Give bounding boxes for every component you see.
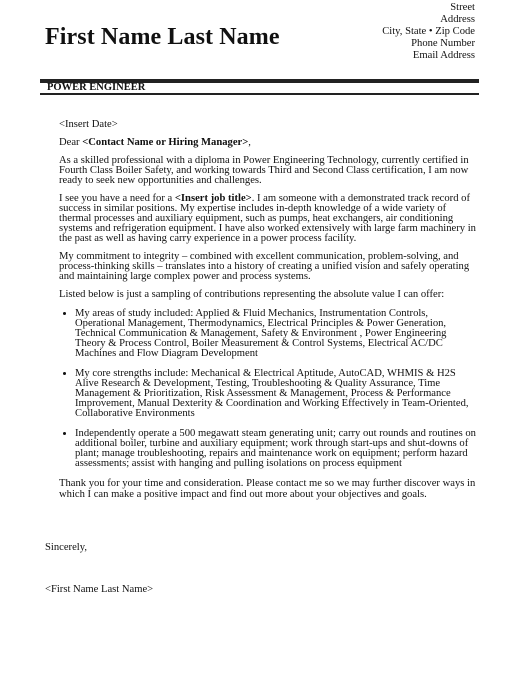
letter-body [59,120,479,507]
address-city-state-zip: City, State • Zip Code [382,26,475,37]
contributions-list [59,308,479,469]
contact-block [382,2,475,62]
address-phone: Phone Number [411,38,475,49]
job-title-placeholder: <Insert job title> [174,192,252,204]
salutation-prefix: Dear [59,136,83,148]
signature: <First Name Last Name> [45,584,154,595]
applicant-name: First Name Last Name [45,24,280,50]
address-street: Street [450,2,475,13]
salutation-suffix: , [248,136,251,148]
paragraph-intro: As a skilled professional with a diploma in Power Engineering Technology, currently certified in Fourth Class Boiler Safety, and working towards Third and Second Class certification, I am now ready to seek new opportunities and challenges. [59,154,469,186]
paragraph-job-rest: . I am someone with a demonstrated track record of success in similar positions. My expertise includes in-depth knowledge of a wide variety of thermal processes and auxiliary equipment, such as pumps, heat exchangers, air conditioning systems and refrigeration equipment. I have also worked extensively with large farm machinery in the past as well as having carry experience in a power process facility. [59,192,476,245]
header-rule-thin [40,93,479,95]
salutation [59,138,479,148]
paragraph-contributions-intro: Listed below is just a sampling of contributions representing the absolute value I can offer: [59,289,445,301]
list-item: • My core strengths include: Mechanical & Electrical Aptitude, AutoCAD, WHMIS & H2S Alive Research & Development, Testing, Troubleshooting & Quality Assurance, Time Management & Prioritization, Risk Assessment & Management, Process & Performance Improvement, Manual Dexterity & Coordination and Working Effectively in Team-Oriented, Collaborative Environments [75,368,479,419]
address-line: Address [440,14,475,25]
list-item: • Independently operate a 500 megawatt steam generating unit; carry out rounds and routines on additional boiler, turbine and auxiliary equipment; work through start-ups and shut-downs of plant; manage troubleshooting, repairs and maintenance work on equipment; perform hazard assessments; assist with hanging and pulling isolations on process equipment [75,428,479,469]
closing: Sincerely, [45,542,87,553]
letter-date: <Insert Date> [59,119,118,130]
list-item: • My areas of study included: Applied & Fluid Mechanics, Instrumentation Controls, Operational Management, Thermodynamics, Electrical Principles & Power Generation, Technical Communication & Management, Safety & Environment , Power Engineering Theory & Process Control, Boiler Measurement & Control Systems, Electrical AC/DC Machines and Flow Diagram Development [75,308,479,359]
paragraph-job [59,194,479,244]
paragraph-job-prefix: I see you have a need for a [59,192,175,204]
paragraph-thanks: Thank you for your time and consideration. Please contact me so we may further discover ways in which I can make a positive impact and find out more about your objectives and goals. [59,478,476,500]
salutation-contact: <Contact Name or Hiring Manager> [82,136,249,148]
paragraph-commitment: My commitment to integrity – combined with excellent communication, problem-solving, and process-thinking skills – translates into a history of creating a unified vision and safely operating and maintaining large complex power and process systems. [59,251,470,283]
address-email: Email Address [412,50,475,61]
position-title: POWER ENGINEER [47,82,146,93]
